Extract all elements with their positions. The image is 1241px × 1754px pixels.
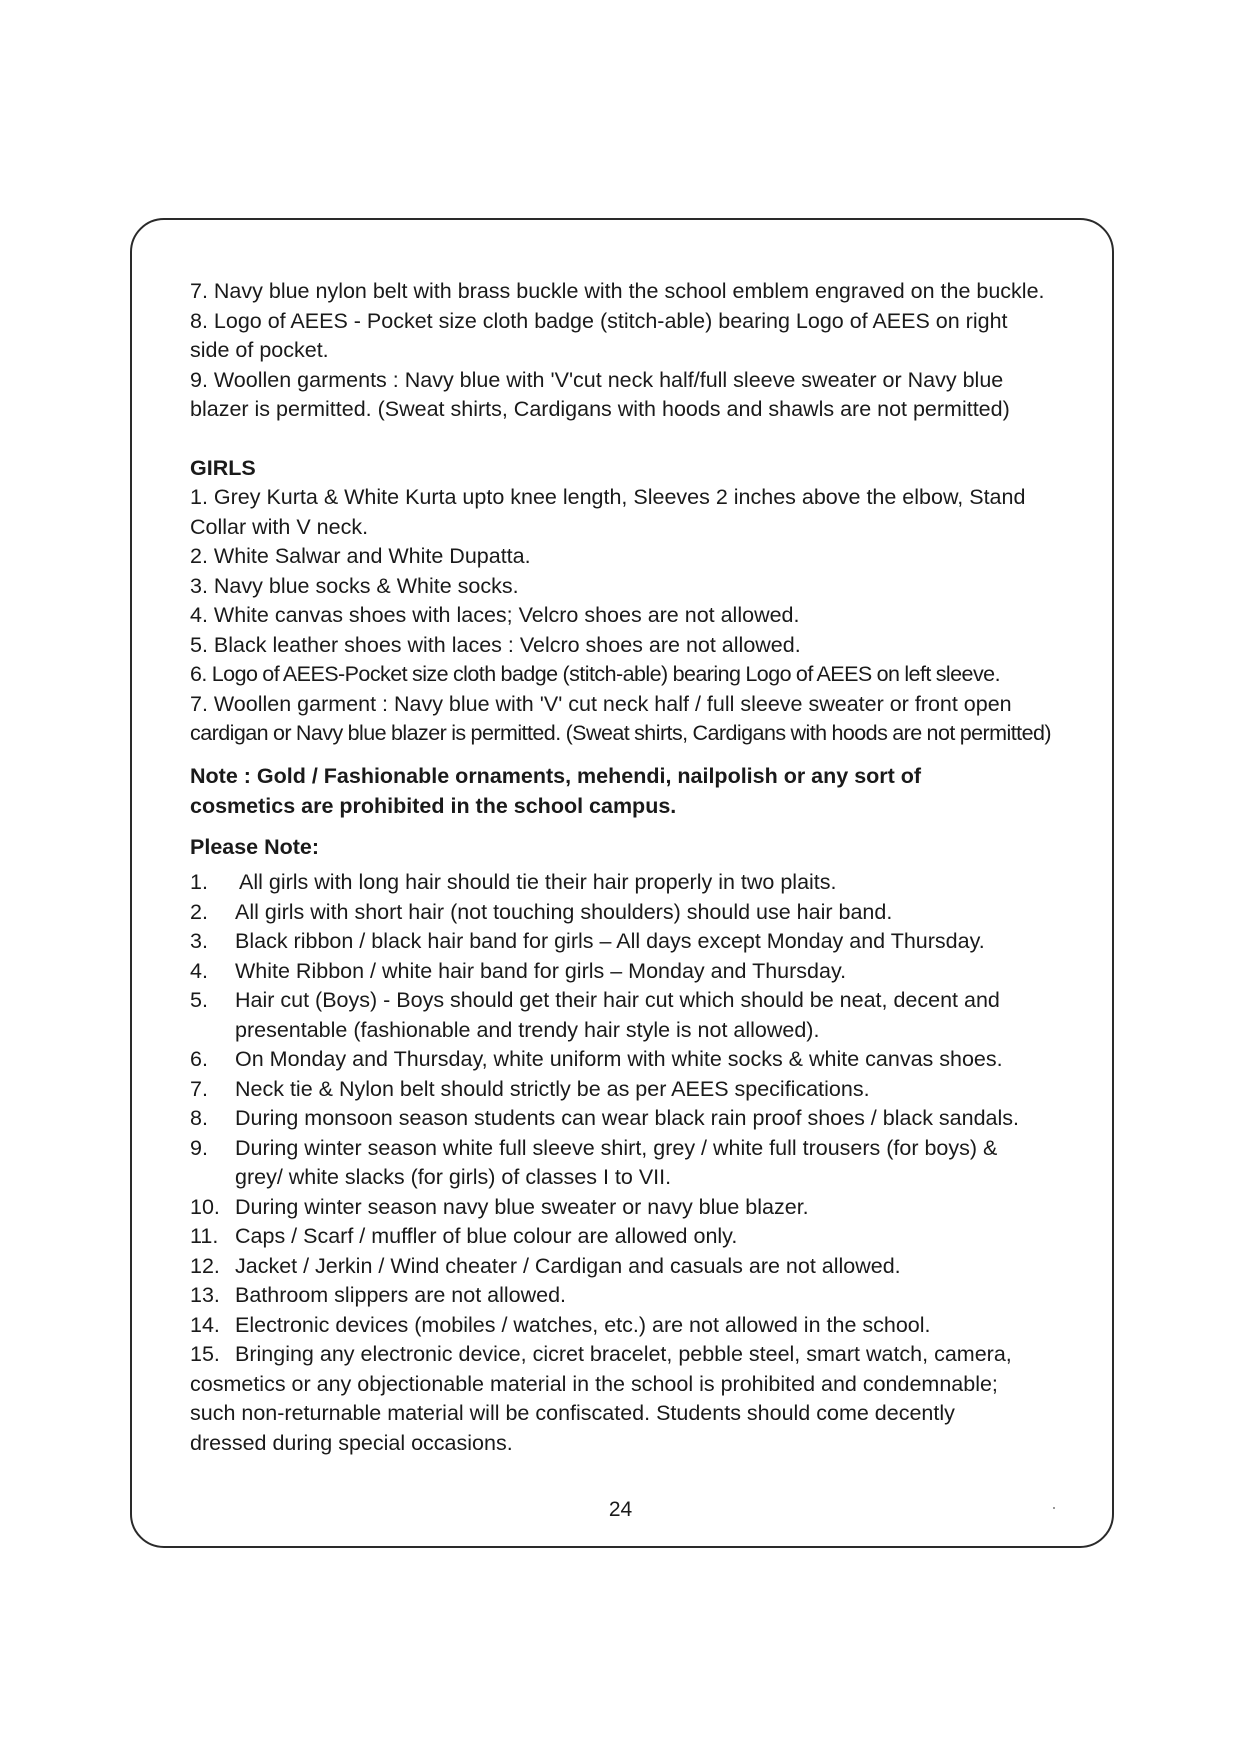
page-number: 24 bbox=[608, 1498, 633, 1521]
list-item-text: Caps / Scarf / muffler of blue colour are allowed only. bbox=[235, 1224, 738, 1248]
list-item-text: White Ribbon / white hair band for girls – Monday and Thursday. bbox=[235, 958, 847, 983]
text-line: 1. Grey Kurta & White Kurta upto knee length, Sleeves 2 inches above the elbow, Stand bbox=[190, 485, 1026, 509]
list-item-number: 14. bbox=[190, 1312, 220, 1337]
list-item-text: During monsoon season students can wear black rain proof shoes / black sandals. bbox=[235, 1106, 1019, 1130]
list-item-text bbox=[235, 986, 1000, 1045]
page-content bbox=[190, 277, 1070, 1458]
list-item-number: 11. bbox=[190, 1224, 219, 1248]
text-line: 6. Logo of AEES-Pocket size cloth badge (stitch-able) bearing Logo of AEES on left sleeve. bbox=[190, 662, 1000, 686]
list-item bbox=[190, 957, 1070, 987]
list-item-text: Black ribbon / black hair band for girls – All days except Monday and Thursday. bbox=[235, 929, 985, 953]
note-block bbox=[190, 761, 1070, 821]
list-item-text-continuation: such non-returnable material will be confiscated. Students should come decently bbox=[190, 1401, 955, 1425]
list-item bbox=[190, 1311, 1070, 1341]
list-item-number: 15. bbox=[190, 1342, 220, 1366]
list-item-text-continuation: presentable (fashionable and trendy hair style is not allowed). bbox=[235, 1017, 820, 1042]
list-item-text: All girls with long hair should tie their hair properly in two plaits. bbox=[239, 870, 837, 894]
text-line: cardigan or Navy blue blazer is permitted. (Sweat shirts, Cardigans with hoods are not permitted) bbox=[190, 721, 1051, 745]
list-item bbox=[190, 1075, 1070, 1105]
list-item bbox=[190, 1222, 1070, 1252]
text-line: 7. Navy blue nylon belt with brass buckle with the school emblem engraved on the buckle. bbox=[190, 279, 1045, 303]
list-item-text: On Monday and Thursday, white uniform with white socks & white canvas shoes. bbox=[235, 1047, 1003, 1071]
girls-section bbox=[190, 454, 1070, 749]
list-item-number: 9. bbox=[190, 1135, 208, 1160]
text-line: Collar with V neck. bbox=[190, 514, 369, 539]
text-line: blazer is permitted. (Sweat shirts, Cardigans with hoods and shawls are not permitted) bbox=[190, 397, 1010, 421]
please-note-heading: Please Note: bbox=[190, 834, 320, 859]
list-item bbox=[190, 1281, 1070, 1311]
list-item-text-line: During winter season white full sleeve shirt, grey / white full trousers (for boys) & bbox=[235, 1135, 998, 1160]
list-item-number: 7. bbox=[190, 1076, 208, 1101]
list-item-text: Bathroom slippers are not allowed. bbox=[235, 1283, 567, 1307]
text-line: 2. White Salwar and White Dupatta. bbox=[190, 544, 531, 568]
list-item-number: 5. bbox=[190, 988, 208, 1012]
list-item-text-continuation: cosmetics or any objectionable material in the school is prohibited and condemnable; bbox=[190, 1371, 998, 1396]
list-item-number: 13. bbox=[190, 1283, 220, 1307]
list-item-text: During winter season navy blue sweater or navy blue blazer. bbox=[235, 1194, 809, 1219]
list-item-number: 1. bbox=[190, 870, 208, 894]
list-item-text-continuation: grey/ white slacks (for girls) of classes I to VII. bbox=[235, 1165, 672, 1189]
list-item-number: 4. bbox=[190, 958, 208, 983]
list-item-number: 12. bbox=[190, 1253, 220, 1278]
list-item bbox=[190, 1193, 1070, 1223]
list-item-text: Neck tie & Nylon belt should strictly be as per AEES specifications. bbox=[235, 1076, 870, 1101]
text-line: 8. Logo of AEES - Pocket size cloth badge (stitch-able) bearing Logo of AEES on right bbox=[190, 308, 1008, 333]
list-item-text: Jacket / Jerkin / Wind cheater / Cardigan and casuals are not allowed. bbox=[235, 1253, 901, 1278]
stray-dot-mark bbox=[1053, 1507, 1055, 1509]
list-item-text: All girls with short hair (not touching shoulders) should use hair band. bbox=[235, 899, 893, 924]
list-item-number: 6. bbox=[190, 1047, 208, 1071]
boys-continued-section bbox=[190, 277, 1070, 425]
list-item bbox=[190, 986, 1070, 1045]
girls-heading: GIRLS bbox=[190, 455, 256, 480]
list-item-number: 10. bbox=[190, 1194, 220, 1219]
list-item bbox=[190, 1134, 1070, 1193]
text-line: 7. Woollen garment : Navy blue with 'V' cut neck half / full sleeve sweater or front open bbox=[190, 691, 1012, 716]
list-item-number: 8. bbox=[190, 1106, 208, 1130]
list-item bbox=[190, 927, 1070, 957]
text-line: 4. White canvas shoes with laces; Velcro shoes are not allowed. bbox=[190, 603, 800, 627]
text-line: 5. Black leather shoes with laces : Velcro shoes are not allowed. bbox=[190, 632, 801, 657]
list-item-number: 2. bbox=[190, 899, 208, 924]
note-line: Note : Gold / Fashionable ornaments, mehendi, nailpolish or any sort of bbox=[190, 763, 922, 788]
list-item bbox=[190, 1340, 1070, 1370]
list-item bbox=[190, 1252, 1070, 1282]
list-item-text bbox=[235, 1134, 997, 1193]
text-line: 9. Woollen garments : Navy blue with 'V'cut neck half/full sleeve sweater or Navy blue bbox=[190, 367, 1004, 392]
list-item bbox=[190, 898, 1070, 928]
list-item-text-continuation: dressed during special occasions. bbox=[190, 1430, 513, 1455]
list-item-text: Bringing any electronic device, cicret bracelet, pebble steel, smart watch, camera, bbox=[235, 1342, 1012, 1366]
list-item bbox=[190, 1104, 1070, 1134]
text-line: 3. Navy blue socks & White socks. bbox=[190, 573, 519, 598]
list-item bbox=[190, 868, 1070, 898]
text-line: side of pocket. bbox=[190, 338, 329, 362]
list-item bbox=[190, 1045, 1070, 1075]
please-note-section bbox=[190, 833, 1070, 1459]
list-item-text-line: Hair cut (Boys) - Boys should get their hair cut which should be neat, decent and bbox=[235, 988, 1000, 1012]
list-item-text: Electronic devices (mobiles / watches, etc.) are not allowed in the school. bbox=[235, 1312, 931, 1337]
list-item-number: 3. bbox=[190, 929, 208, 953]
note-line: cosmetics are prohibited in the school campus. bbox=[190, 793, 677, 818]
